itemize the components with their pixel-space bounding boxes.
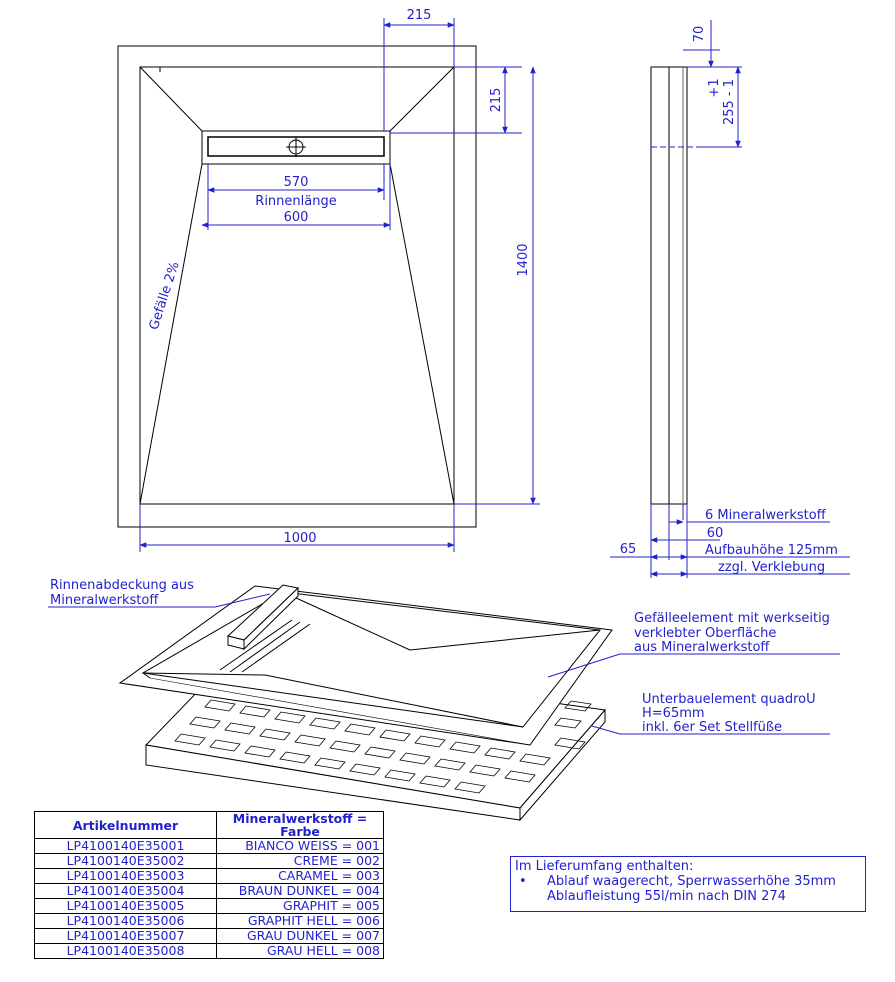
dim-1400: 1400 <box>516 243 531 277</box>
channel-length-label: Rinnenlänge <box>255 194 337 209</box>
dim-215-side: 215 <box>489 87 504 113</box>
article-number: LP4100140E35002 <box>35 854 217 869</box>
list-item <box>515 874 865 904</box>
delivery-item-line2: Ablaufleistung 55l/min nach DIN 274 <box>547 889 786 904</box>
material-color: GRAPHIT = 005 <box>217 899 384 914</box>
dim-70: 70 <box>692 25 707 43</box>
delivery-scope-box <box>510 856 866 912</box>
base-callout-line3: inkl. 6er Set Stellfüße <box>642 720 783 735</box>
base-callout-line1: Unterbauelement quadroU <box>642 692 816 707</box>
dim-60: 60 <box>706 526 724 541</box>
table-row <box>35 914 384 929</box>
delivery-list <box>515 874 865 904</box>
article-color-table <box>34 811 384 959</box>
article-number: LP4100140E35005 <box>35 899 217 914</box>
article-number: LP4100140E35001 <box>35 839 217 854</box>
material-color: GRAU HELL = 008 <box>217 944 384 959</box>
dim-570: 570 <box>283 175 309 190</box>
material-color: GRAU DUNKEL = 007 <box>217 929 384 944</box>
table-row <box>35 839 384 854</box>
article-number: LP4100140E35006 <box>35 914 217 929</box>
side-view <box>651 67 700 504</box>
material-color: CREME = 002 <box>217 854 384 869</box>
slope-callout-line2: verklebter Oberfläche <box>634 626 777 641</box>
article-number: LP4100140E35007 <box>35 929 217 944</box>
table-row <box>35 869 384 884</box>
material-color: CARAMEL = 003 <box>217 869 384 884</box>
material-color: BIANCO WEISS = 001 <box>217 839 384 854</box>
material-color: GRAPHIT HELL = 006 <box>217 914 384 929</box>
article-number: LP4100140E35004 <box>35 884 217 899</box>
table-row <box>35 929 384 944</box>
cover-callout-line1: Rinnenabdeckung aus <box>50 578 194 593</box>
material-6-label: 6 Mineralwerkstoff <box>705 508 826 523</box>
glue-label: zzgl. Verklebung <box>718 560 826 575</box>
dim-600: 600 <box>283 210 309 225</box>
material-color: BRAUN DUNKEL = 004 <box>217 884 384 899</box>
table-header-row <box>35 812 384 839</box>
slope-callout-line3: aus Mineralwerkstoff <box>634 640 770 655</box>
slope-label: Gefälle 2% <box>146 260 183 332</box>
table-row <box>35 944 384 959</box>
dim-plus-1: +1 <box>707 78 722 98</box>
delivery-item-line1: Ablauf waagerecht, Sperrwasserhöhe 35mm <box>547 874 836 889</box>
dim-255: 255 - 1 <box>722 78 737 126</box>
header-material-color: Mineralwerkstoff = Farbe <box>217 812 384 839</box>
build-height-label: Aufbauhöhe 125mm <box>705 543 838 558</box>
table-row <box>35 899 384 914</box>
top-view-dimensions <box>140 18 540 552</box>
base-callout-line2: H=65mm <box>642 706 705 721</box>
delivery-title: Im Lieferumfang enthalten: <box>515 859 694 874</box>
table-row <box>35 884 384 899</box>
cover-callout-line2: Mineralwerkstoff <box>50 593 159 608</box>
article-number: LP4100140E35008 <box>35 944 217 959</box>
dim-65: 65 <box>619 542 637 557</box>
article-number: LP4100140E35003 <box>35 869 217 884</box>
slope-callout-line1: Gefälleelement mit werkseitig <box>634 611 830 626</box>
dim-215-top: 215 <box>406 8 432 23</box>
table-row <box>35 854 384 869</box>
header-article-number: Artikelnummer <box>35 812 217 839</box>
dim-1000: 1000 <box>283 531 317 546</box>
